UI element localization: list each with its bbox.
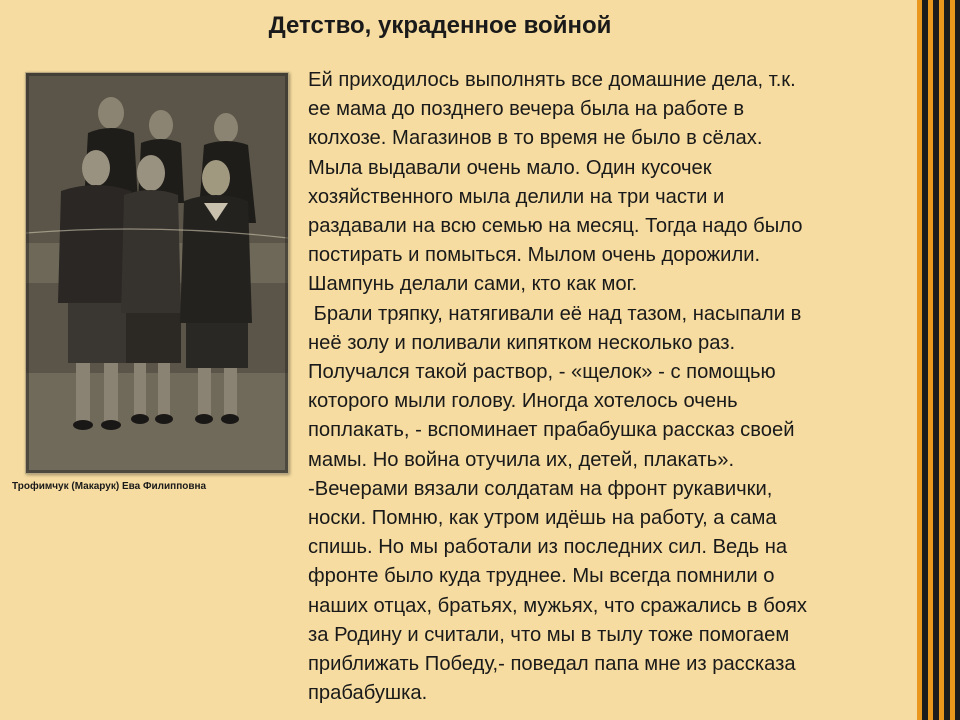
body-line: носки. Помню, как утром идёшь на работу, а сама	[308, 507, 777, 530]
body-line: колхозе. Магазинов в то время не было в сёлах.	[308, 127, 763, 150]
body-line: Шампунь делали сами, кто как мог.	[308, 273, 638, 296]
body-line: приближать Победу,- поведал папа мне из рассказа	[308, 653, 796, 676]
body-line: фронте было куда труднее. Мы всегда помнили о	[308, 565, 775, 588]
body-line: наших отцах, братьях, мужьях, что сражались в боях	[308, 594, 808, 617]
body-line: ее мама до позднего вечера была на работе в	[308, 98, 745, 121]
body-line: раздавали на всю семью на месяц. Тогда надо было	[308, 215, 803, 238]
body-line: хозяйственного мыла делили на три части и	[308, 185, 725, 208]
photo-frame	[25, 72, 289, 474]
body-line: прабабушка.	[308, 682, 428, 705]
body-line: Мыла выдавали очень мало. Один кусочек	[308, 156, 712, 179]
body-line: за Родину и считали, что мы в тылу тоже помогаем	[308, 623, 790, 646]
body-line: -Вечерами вязали солдатам на фронт рукавички,	[308, 477, 773, 500]
group-portrait-illustration	[26, 73, 288, 473]
st-george-ribbon	[917, 0, 960, 720]
body-text	[308, 66, 908, 708]
body-line: неё золу и поливали кипятком несколько раз.	[308, 331, 736, 354]
body-line: мамы. Но война отучила их, детей, плакать».	[308, 448, 735, 471]
body-line: Ей приходилось выполнять все домашние дела, т.к.	[308, 69, 796, 91]
body-line: постирать и помыться. Мылом очень дорожили.	[308, 244, 761, 267]
body-line: Получался такой раствор, - «щелок» - с помощью	[308, 361, 776, 384]
body-line: спишь. Но мы работали из последних сил. Ведь на	[308, 536, 788, 559]
historical-photo	[25, 72, 287, 472]
body-line: поплакать, - вспоминает прабабушка рассказ своей	[308, 419, 795, 442]
photo-caption: Трофимчук (Макарук) Ева Филипповна	[12, 481, 207, 492]
slide-title: Детство, украденное войной	[268, 12, 612, 39]
body-line: которого мыли голову. Иногда хотелось очень	[308, 390, 738, 413]
body-line: Брали тряпку, натягивали её над тазом, насыпали в	[308, 302, 802, 325]
